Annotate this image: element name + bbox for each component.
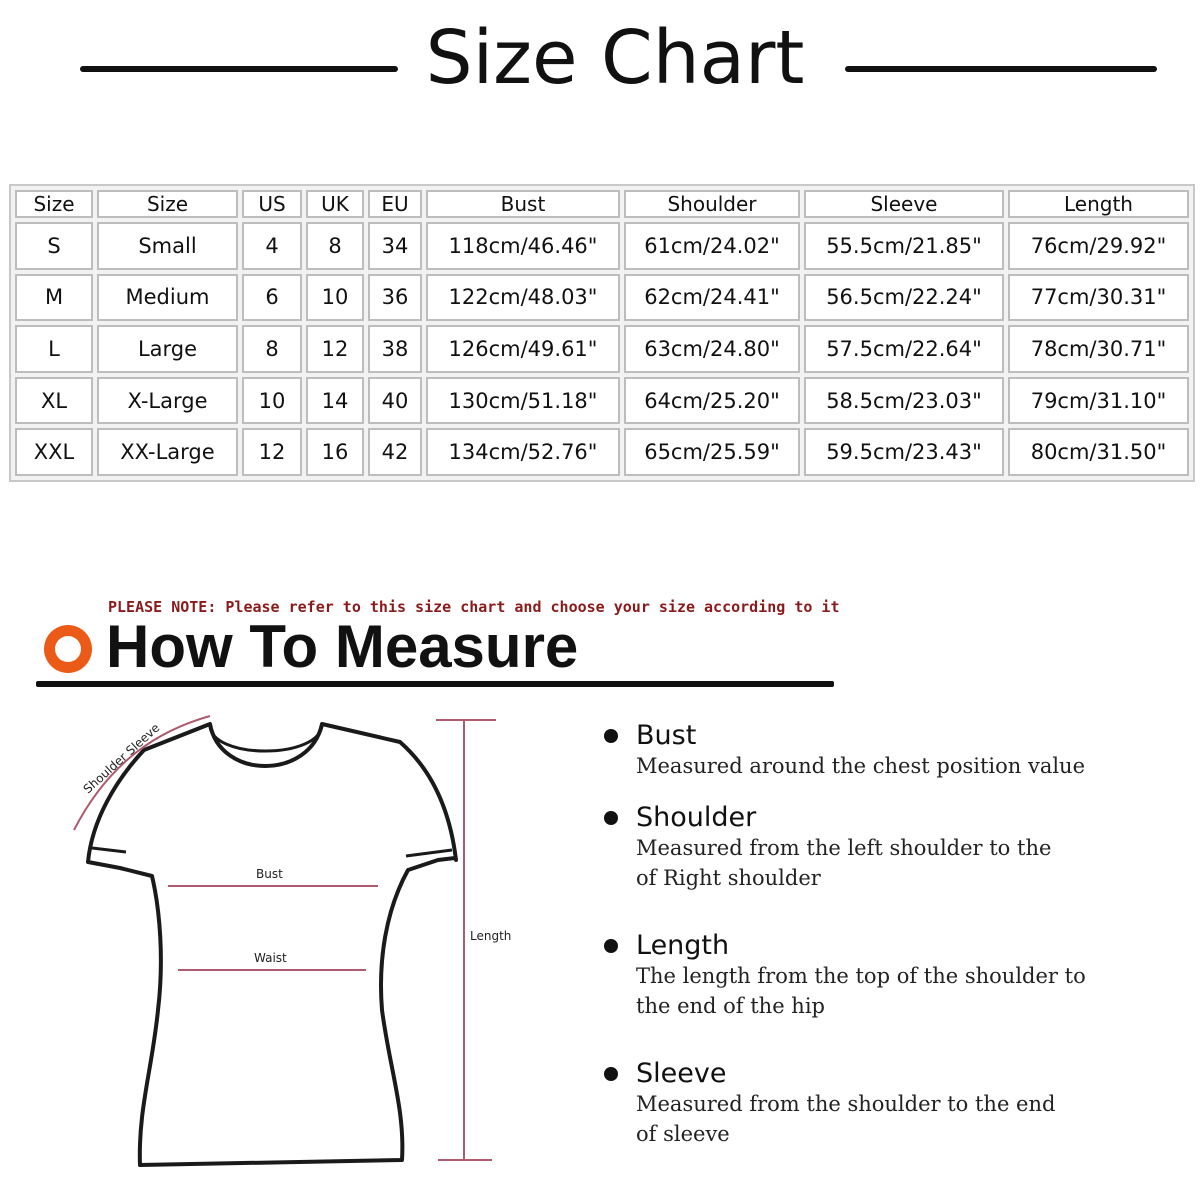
size-chart-header [0,10,1200,110]
size-table [9,184,1195,482]
right-sleeve-hem [406,850,452,856]
table-cell: 76cm/29.92" [1008,222,1189,270]
tshirt-outline-icon [88,724,456,1165]
table-row [15,325,1189,373]
table-cell: S [15,222,93,270]
ring-bullet-icon [44,625,92,673]
waist-label: Waist [254,951,287,965]
table-header-row [15,190,1189,218]
how-to-measure-title: How To Measure [106,613,579,680]
table-cell: 16 [306,428,364,476]
table-cell: XX-Large [97,428,238,476]
table-cell: 79cm/31.10" [1008,377,1189,425]
bullet-icon [604,1067,618,1081]
table-cell: 64cm/25.20" [624,377,800,425]
table-cell: X-Large [97,377,238,425]
table-cell: 40 [368,377,422,425]
length-label: Length [470,929,512,943]
header-cell: UK [306,190,364,218]
desc-title: Bust [636,720,697,751]
table-cell: XL [15,377,93,425]
table-cell: 62cm/24.41" [624,274,800,322]
desc-line: of Right shoulder [636,866,821,890]
desc-title: Shoulder [636,802,757,833]
bullet-icon [604,939,618,953]
left-sleeve-hem [92,848,126,852]
table-cell: 58.5cm/23.03" [804,377,1004,425]
table-cell: 126cm/49.61" [426,325,620,373]
table-cell: 77cm/30.31" [1008,274,1189,322]
header-cell: EU [368,190,422,218]
table-cell: Small [97,222,238,270]
table-cell: Large [97,325,238,373]
bust-label: Bust [256,867,283,881]
title-rule-right [845,66,1157,72]
desc-line: of sleeve [636,1122,730,1146]
header-cell: Sleeve [804,190,1004,218]
desc-line: Measured around the chest position value [636,754,1086,778]
table-cell: 10 [306,274,364,322]
table-cell: 65cm/25.59" [624,428,800,476]
table-cell: Medium [97,274,238,322]
table-row [15,377,1189,425]
tshirt-measure-diagram [60,710,580,1180]
table-cell: 38 [368,325,422,373]
table-cell: 14 [306,377,364,425]
table-cell: 59.5cm/23.43" [804,428,1004,476]
table-cell: 42 [368,428,422,476]
header-cell: Length [1008,190,1189,218]
bullet-icon [604,729,618,743]
table-cell: 10 [242,377,302,425]
table-cell: 130cm/51.18" [426,377,620,425]
header-cell: Size [15,190,93,218]
table-cell: 134cm/52.76" [426,428,620,476]
collar-icon [210,724,322,751]
header-cell: US [242,190,302,218]
desc-line: The length from the top of the shoulder to [636,964,1086,988]
table-cell: 4 [242,222,302,270]
table-row [15,222,1189,270]
length-description [604,930,1164,1021]
table-row [15,428,1189,476]
table-cell: 80cm/31.50" [1008,428,1189,476]
table-cell: 12 [242,428,302,476]
table-cell: 57.5cm/22.64" [804,325,1004,373]
table-cell: 6 [242,274,302,322]
table-cell: 78cm/30.71" [1008,325,1189,373]
table-cell: 8 [242,325,302,373]
desc-line: Measured from the left shoulder to the [636,836,1052,860]
desc-title: Length [636,930,730,961]
table-cell: M [15,274,93,322]
sleeve-description [604,1058,1164,1149]
please-note-text: PLEASE NOTE: Please refer to this size chart and choose your size according to it [108,598,840,616]
desc-line: Measured from the shoulder to the end [636,1092,1056,1116]
page-title: Size Chart [425,15,805,101]
table-cell: 118cm/46.46" [426,222,620,270]
section-divider [36,681,834,687]
table-cell: 63cm/24.80" [624,325,800,373]
shoulder-description [604,802,1164,893]
table-cell: 56.5cm/22.24" [804,274,1004,322]
table-cell: 122cm/48.03" [426,274,620,322]
bust-description [604,720,1164,781]
table-cell: 61cm/24.02" [624,222,800,270]
table-cell: 8 [306,222,364,270]
title-rule-left [80,66,398,72]
table-cell: 34 [368,222,422,270]
header-cell: Shoulder [624,190,800,218]
table-cell: 36 [368,274,422,322]
header-cell: Size [97,190,238,218]
shoulder-sleeve-label: Shoulder Sleeve [80,720,163,797]
desc-line: the end of the hip [636,994,825,1018]
table-cell: XXL [15,428,93,476]
bullet-icon [604,811,618,825]
table-row [15,274,1189,322]
table-cell: 55.5cm/21.85" [804,222,1004,270]
header-cell: Bust [426,190,620,218]
table-cell: L [15,325,93,373]
table-cell: 12 [306,325,364,373]
desc-title: Sleeve [636,1058,727,1089]
